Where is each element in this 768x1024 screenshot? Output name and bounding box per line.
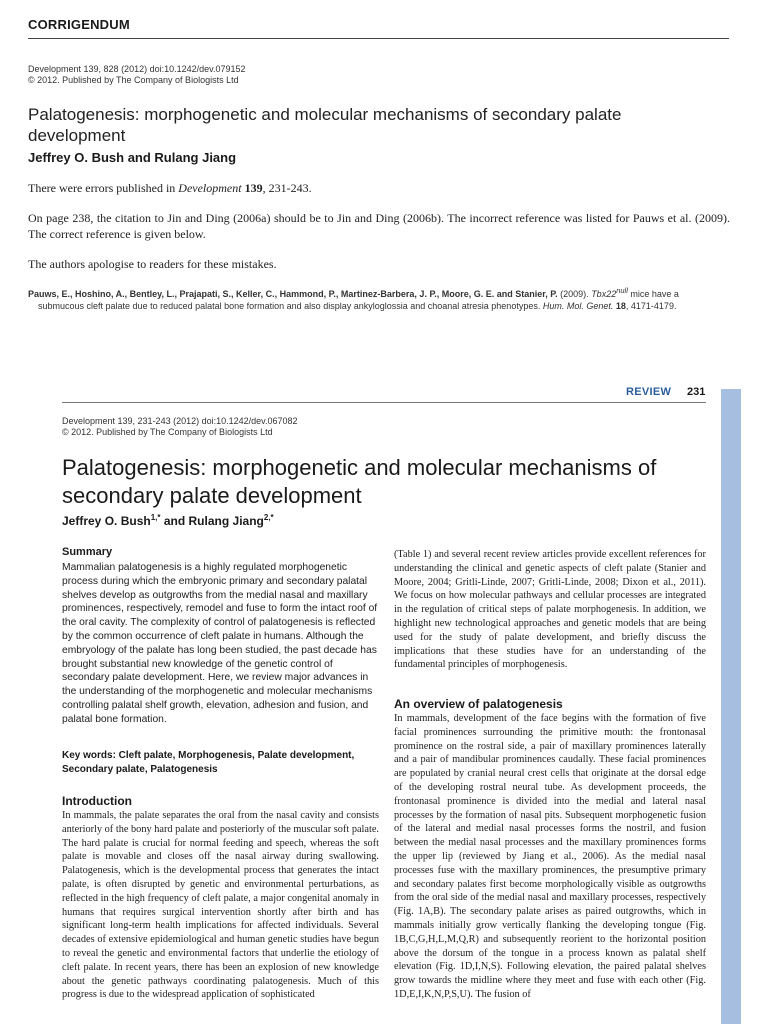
corrigendum-divider (28, 38, 729, 39)
introduction-text: In mammals, the palate separates the oral from the nasal cavity and consists anteriorly of the bony hard palate and posteriorly of the muscular soft palate. The hard palate is crucial for normal feeding and speech, whereas the soft palate is movable and closes off the nasal airway during swallowing. Palatogenesis, which is the developmental process that generates the intact palate, is often disrupted by genetic and environmental perturbations, as reflected in the high frequency of cleft palate, a major congenital anomaly in humans that requires surgical intervention shortly after birth and has significant long-term health implications for affected individuals. Several decades of extensive epidemiological and human genetic studies have begun to reveal the genetic and environmental factors that underlie the etiology of cleft palate. In recent years, there has been an explosion of new knowledge about the genetic pathways coordinating palatogenesis. Much of this progress is due to the widespread application of sophisticated (62, 810, 379, 1001)
corrigendum-citation-meta (28, 64, 246, 86)
ref-authors: Pauws, E., Hoshino, A., Bentley, L., Prajapati, S., Keller, C., Hammond, P., Martinez-Barbera, J. P., Moore, G. E. and Stanier, P. (28, 289, 558, 299)
introduction-heading: Introduction (62, 794, 132, 808)
ref-gene-sup: null (616, 286, 628, 295)
corrigendum-authors: Jeffrey O. Bush and Rulang Jiang (28, 150, 237, 165)
right-column-paragraph: (Table 1) and several recent review articles provide excellent references for understanding the clinical and genetic aspects of cleft palate (Stanier and Moore, 2004; Gritli-Linde, 2007; Gritli-Linde, 2008; Dixon et al., 2011). We focus on how molecular pathways and cellular processes are integrated in the regulation of critical steps of palate morphogenesis. In addition, we highlight new technological approaches and genetic models that are being used for the study of palate development, and briefly discuss the implications that these studies have for an understanding of the fundamental principles of morphogenesis. (394, 549, 706, 671)
ref-year: (2009). (557, 289, 592, 299)
corrigendum-meta-line-2: © 2012. Published by The Company of Biologists Ltd (28, 75, 239, 85)
ref-title-a: mice have a (627, 289, 679, 299)
corrigendum-meta-line-1: Development 139, 828 (2012) doi:10.1242/dev.079152 (28, 64, 246, 74)
corrigendum-paragraph-3: The authors apologise to readers for these mistakes. (28, 257, 277, 271)
review-meta-line-1: Development 139, 231-243 (2012) doi:10.1242/dev.067082 (62, 416, 298, 426)
corrigendum-paragraph-2: On page 238, the citation to Jin and Ding (2006a) should be to Jin and Ding (2006b). The incorrect reference was listed for Pauws et al. (2009). The correct reference is given below. (28, 211, 730, 241)
overview-text: In mammals, development of the face begins with the formation of five facial prominences surrounding the primitive mouth: the frontonasal prominence on the rostral side, a pair of maxillary prominences laterally and a pair of mandibular prominences caudally. These facial prominences are populated by cranial neural crest cells that originate at the dorsal edge of the developing rostral neural tube. As development proceeds, the frontonasal prominence is divided into the medial and lateral nasal processes by the formation of nasal pits. Subsequent morphogenetic fusion of the lateral and medial nasal processes forms the nostril, and fusion between the medial nasal processes and the maxillary prominences forms the upper lip (reviewed by Jiang et al., 2006). As the medial nasal processes fuse with the maxillary prominences, the presumptive primary and secondary palates first become morphologically visible as outgrowths from the oral side of the medial nasal and maxillary processes, respectively (Fig. 1A,B). The secondary palate arises as paired outgrowths, which in mammals initially grow vertically flanking the developing tongue (Fig. 1B,C,G,H,L,M,Q,R) and subsequently reorient to the horizontal position above the dorsum of the tongue in a process known as palatal shelf elevation (Fig. 1D,I,N,S). Following elevation, the paired palatal shelves grow towards the midline where they meet and fuse with each other (Fig. 1D,E,I,K,N,P,S,U). The fusion of (394, 713, 706, 1000)
review-citation-meta (62, 416, 298, 438)
corrigendum-header: CORRIGENDUM (28, 17, 130, 32)
ref-volume: 18 (615, 300, 626, 311)
overview-heading: An overview of palatogenesis (394, 697, 563, 711)
author-2-affiliation: 2,* (263, 513, 274, 522)
author-2: Rulang Jiang (188, 514, 264, 528)
author-1: Jeffrey O. Bush (62, 514, 151, 528)
corrigendum-title: Palatogenesis: morphogenetic and molecular mechanisms of secondary palate development (28, 105, 622, 145)
keywords: Key words: Cleft palate, Morphogenesis, Palate development, Secondary palate, Palatogenesis (62, 750, 355, 775)
review-authors (62, 513, 274, 528)
ref-journal: Hum. Mol. Genet. (542, 300, 614, 311)
para1-pre: There were errors published in (28, 181, 179, 195)
review-title: Palatogenesis: morphogenetic and molecular mechanisms of secondary palate development (62, 455, 657, 508)
corrigendum-reference (28, 285, 730, 312)
author-1-affiliation: 1,* (150, 513, 161, 522)
summary-heading: Summary (62, 546, 113, 558)
ref-gene: Tbx22 (591, 289, 617, 299)
side-color-bar (721, 389, 741, 1024)
para1-journal: Development (178, 181, 242, 195)
review-section-label: REVIEW (626, 386, 672, 398)
page-number: 231 (687, 386, 706, 398)
para1-volume: 139 (244, 181, 263, 195)
corrigendum-paragraph-1 (28, 180, 730, 196)
ref-title-b: submucous cleft palate due to reduced palatal bone formation and also display ankyloglossia and choanal atresia phenotypes. (38, 300, 543, 311)
summary-text: Mammalian palatogenesis is a highly regulated morphogenetic process during which the embryonic primary and secondary palatal shelves develop as outgrowths from the medial nasal and maxillary prominences, respectively, remodel and fuse to form the intact roof of the oral cavity. The complexity of control of palatogenesis is reflected by the common occurrence of cleft palate in humans. Although the embryology of the palate has long been studied, the past decade has brought substantial new knowledge of the genetic control of secondary palate development. Here, we review major advances in the understanding of the morphogenetic and molecular mechanisms controlling palatal shelf growth, elevation, adhesion and fusion, and palatal bone formation. (62, 562, 378, 725)
review-meta-line-2: © 2012. Published by The Company of Biologists Ltd (62, 427, 273, 437)
para1-post: , 231-243. (262, 181, 312, 195)
review-header-divider (62, 402, 706, 403)
author-conjunction: and (160, 514, 189, 528)
ref-pages: , 4171-4179. (625, 300, 677, 311)
